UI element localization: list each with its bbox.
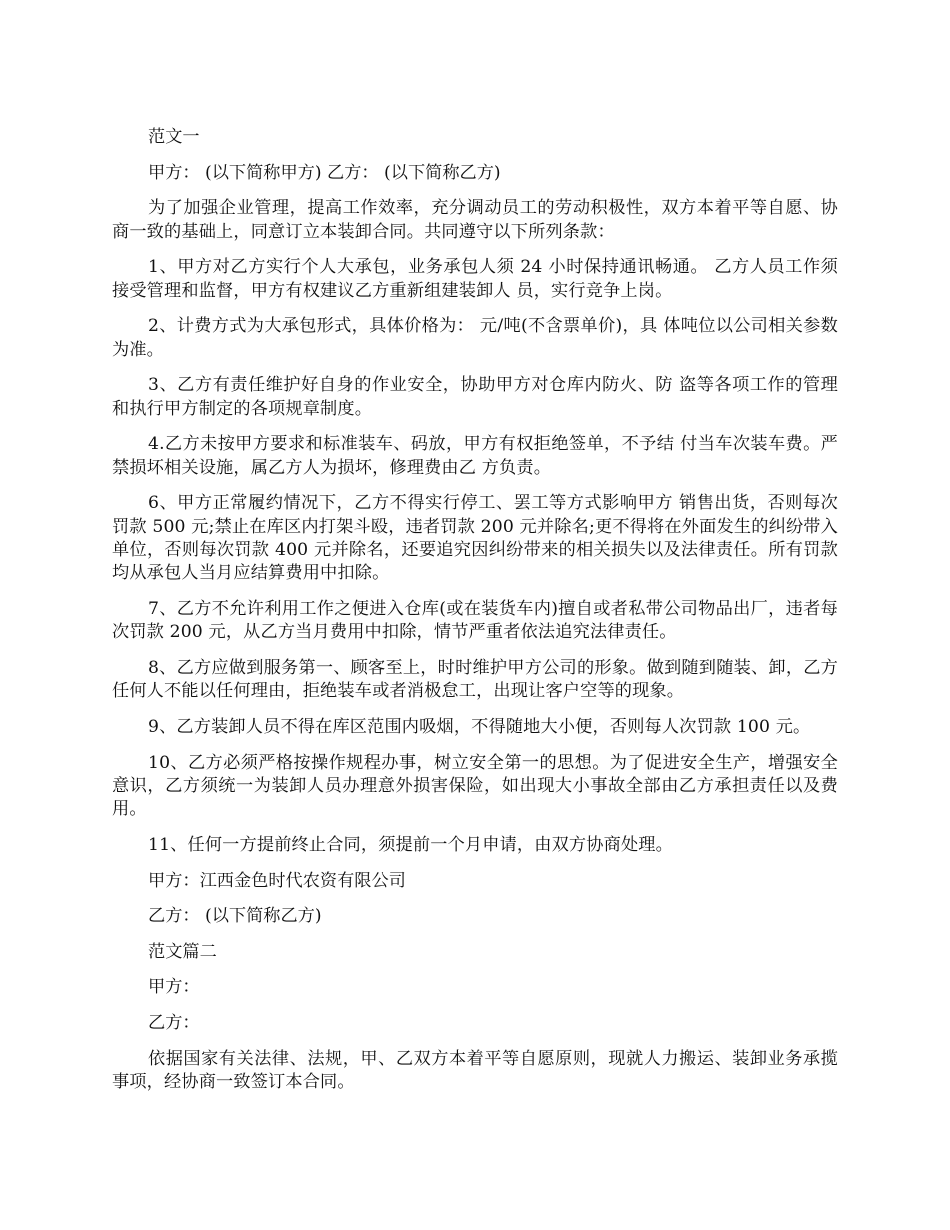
clause-3: 3、乙方有责任维护好自身的作业安全，协助甲方对仓库内防火、防 盗等各项工作的管理和执行甲方制定的各项规章制度。 [112,375,838,419]
clause-6: 6、甲方正常履约情况下，乙方不得实行停工、罢工等方式影响甲方 销售出货，否则每次罚款 500 元;禁止在库区内打架斗殴，违者罚款 200 元并除名;更不得将在外面发生的纠纷带入单位，否则每次罚款 400 元并除名，还要追究因纠纷带来的相关损失以及法律责任。所有罚款均从承包人当月应结算费用中扣除。 [112,493,838,584]
party-b-label: 乙方： [148,1012,200,1033]
parties-line: 甲方： (以下简称甲方) 乙方： (以下简称乙方) [148,162,501,183]
preamble-paragraph: 为了加强企业管理，提高工作效率，充分调动员工的劳动积极性，双方本着平等自愿、协商一致的基础上，同意订立本装卸合同。共同遵守以下所列条款： [112,198,838,242]
clause-11: 11、任何一方提前终止合同，须提前一个月申请，由双方协商处理。 [148,835,673,855]
clause-1: 1、甲方对乙方实行个人大承包，业务承包人须 24 小时保持通讯畅通。 乙方人员工作须接受管理和监督，甲方有权建议乙方重新组建装卸人 员，实行竞争上岗。 [112,257,838,301]
party-a-label: 甲方： [148,977,200,998]
party-b-signature: 乙方： (以下简称乙方) [148,906,322,927]
clause-9: 9、乙方装卸人员不得在库区范围内吸烟，不得随地大小便，否则每人次罚款 100 元。 [148,717,811,737]
second-preamble: 依据国家有关法律、法规，甲、乙双方本着平等自愿原则，现就人力搬运、装卸业务承揽事项，经协商一致签订本合同。 [112,1048,838,1092]
clause-10: 10、乙方必须严格按操作规程办事，树立安全第一的思想。为了促进安全生产，增强安全意识，乙方须统一为装卸人员办理意外损害保险，如出现大小事故全部由乙方承担责任以及费用。 [112,752,838,820]
clause-8: 8、乙方应做到服务第一、顾客至上，时时维护甲方公司的形象。做到随到随装、卸，乙方任何人不能以任何理由，拒绝装车或者消极怠工，出现让客户空等的现象。 [112,658,838,702]
clause-4: 4.乙方未按甲方要求和标准装车、码放，甲方有权拒绝签单，不予结 付当车次装车费。严禁损坏相关设施，属乙方人为损坏，修理费由乙 方负责。 [112,434,838,478]
section-heading-1: 范文一 [148,127,200,147]
clause-2: 2、计费方式为大承包形式，具体价格为： 元/吨(不含票单价)，具 体吨位以公司相关参数为准。 [112,316,838,360]
clause-7: 7、乙方不允许利用工作之便进入仓库(或在装货车内)擅自或者私带公司物品出厂，违者每次罚款 200 元，从乙方当月费用中扣除，情节严重者依法追究法律责任。 [112,599,838,643]
party-a-signature: 甲方：江西金色时代农资有限公司 [148,870,406,891]
document-body [112,126,838,1107]
section-heading-2: 范文篇二 [148,941,217,962]
